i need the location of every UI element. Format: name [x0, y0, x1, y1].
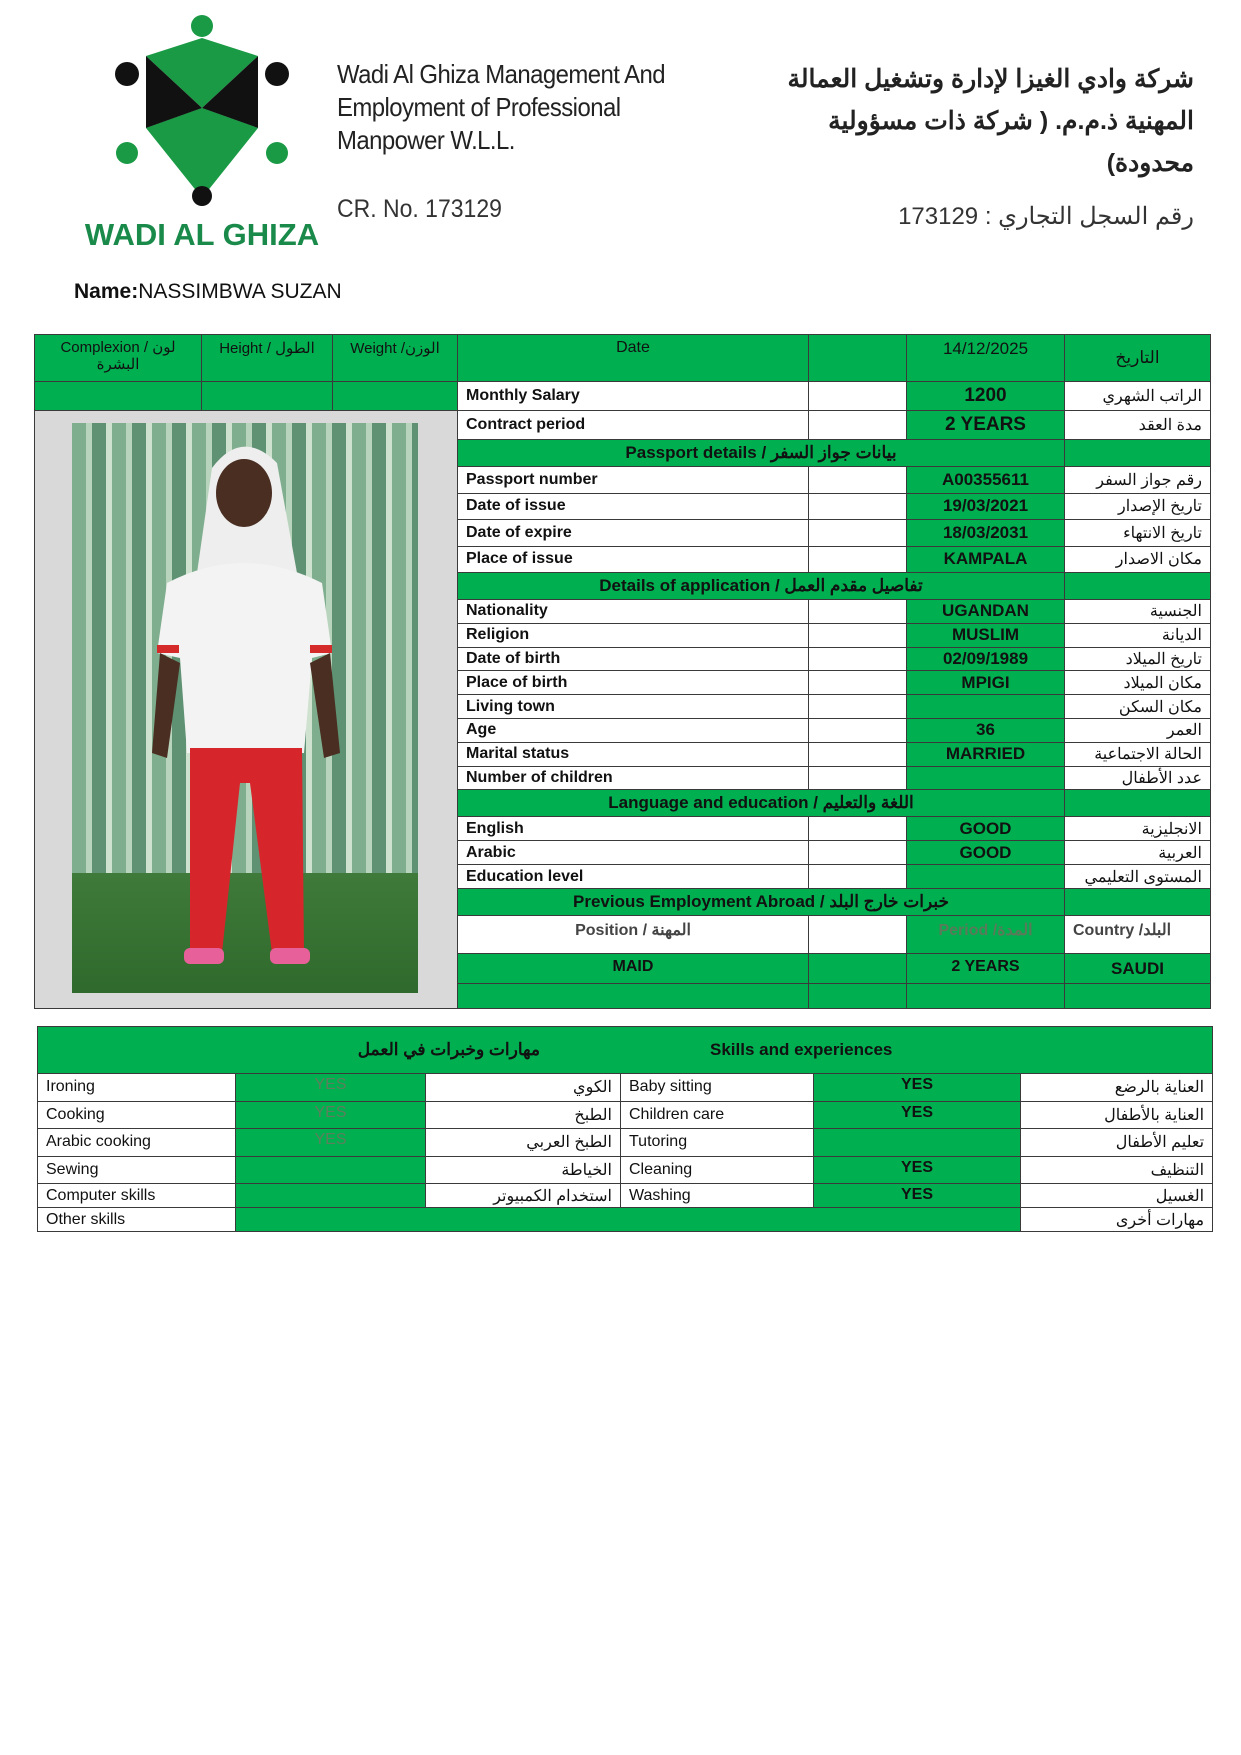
detail-value: GOOD [907, 817, 1065, 841]
detail-value: 02/09/1989 [907, 647, 1065, 671]
detail-value: A00355611 [907, 467, 1065, 494]
detail-label: Number of children [458, 766, 809, 790]
skill-label-ar: الطبخ [426, 1101, 621, 1129]
weight-header: Weight /الوزن [333, 335, 458, 382]
skill-row [38, 1129, 1213, 1157]
detail-label-ar: مكان الميلاد [1065, 671, 1211, 695]
detail-value: MUSLIM [907, 623, 1065, 647]
detail-label-ar: رقم جواز السفر [1065, 467, 1211, 494]
detail-label-ar: مكان السكن [1065, 695, 1211, 719]
skill-value [814, 1129, 1021, 1157]
detail-value: MPIGI [907, 671, 1065, 695]
skill-value: YES [236, 1101, 426, 1129]
company-name-ar: شركة وادي الغيزا لإدارة وتشغيل العمالة المهنية ذ.م.م. ( شركة ذات مسؤولية محدودة) [787, 65, 1194, 177]
detail-value: UGANDAN [907, 600, 1065, 624]
detail-label: Date of birth [458, 647, 809, 671]
other-skills-label: Other skills [38, 1208, 236, 1232]
detail-value: 18/03/2031 [907, 520, 1065, 547]
detail-label: Nationality [458, 600, 809, 624]
skill-label: Children care [621, 1101, 814, 1129]
detail-label: Arabic [458, 841, 809, 865]
detail-label-ar: العربية [1065, 841, 1211, 865]
contract-value: 2 YEARS [907, 411, 1065, 440]
skill-label-ar: تعليم الأطفال [1021, 1129, 1213, 1157]
detail-label: Place of issue [458, 546, 809, 573]
detail-label-ar: الديانة [1065, 623, 1211, 647]
skill-label: Tutoring [621, 1129, 814, 1157]
skill-value: YES [814, 1156, 1021, 1184]
skill-row [38, 1184, 1213, 1208]
skill-value: YES [814, 1184, 1021, 1208]
employment-section-title: Previous Employment Abroad / خبرات خارج البلد [458, 889, 1065, 916]
detail-label: Marital status [458, 742, 809, 766]
skill-label: Baby sitting [621, 1074, 814, 1102]
skill-label: Arabic cooking [38, 1129, 236, 1157]
detail-label-ar: مكان الاصدار [1065, 546, 1211, 573]
detail-label-ar: تاريخ الميلاد [1065, 647, 1211, 671]
skill-value: YES [814, 1101, 1021, 1129]
detail-label: Date of expire [458, 520, 809, 547]
complexion-value [35, 382, 202, 411]
skill-label-ar: العناية بالأطفال [1021, 1101, 1213, 1129]
detail-label-ar: تاريخ الانتهاء [1065, 520, 1211, 547]
detail-value: GOOD [907, 841, 1065, 865]
country-header: Country /البلد [1065, 916, 1211, 954]
cr-number-en: CR. No. 173129 [337, 195, 502, 223]
detail-label-ar: العمر [1065, 718, 1211, 742]
detail-label: Religion [458, 623, 809, 647]
detail-label: Age [458, 718, 809, 742]
date-label-ar: التاريخ [1065, 335, 1211, 382]
detail-label: Education level [458, 865, 809, 889]
skill-row [38, 1074, 1213, 1102]
position-header: Position / المهنة [458, 916, 809, 954]
skill-label: Sewing [38, 1156, 236, 1184]
skill-label-ar: الخياطة [426, 1156, 621, 1184]
detail-value [907, 865, 1065, 889]
detail-value: 36 [907, 718, 1065, 742]
detail-value: 19/03/2021 [907, 493, 1065, 520]
detail-label-ar: المستوى التعليمي [1065, 865, 1211, 889]
employment-country: SAUDI [1065, 954, 1211, 984]
date-value: 14/12/2025 [907, 335, 1065, 382]
height-header: Height / الطول [202, 335, 333, 382]
detail-label-ar: الانجليزية [1065, 817, 1211, 841]
detail-label: Date of issue [458, 493, 809, 520]
skill-value [236, 1184, 426, 1208]
detail-value [907, 766, 1065, 790]
skill-label-ar: الغسيل [1021, 1184, 1213, 1208]
skill-label: Cleaning [621, 1156, 814, 1184]
other-skills-value [236, 1208, 1021, 1232]
skills-table [37, 1026, 1213, 1232]
skills-header: مهارات وخبرات في العمل Skills and experiences [38, 1027, 1213, 1074]
employment-position: MAID [458, 954, 809, 984]
skill-label: Washing [621, 1184, 814, 1208]
company-logo [70, 8, 335, 253]
skill-value: YES [814, 1074, 1021, 1102]
candidate-details-table: Complexion / لون البشرة Height / الطول Weight /الوزن Date 14/12/2025 التاريخ Monthly Salary 1200 الراتب الشهري Contract period 2 YEARS مدة العقد Passport details / بيانات جواز السفر Passport number A00355611 رقم جواز السفر Date of issue 19/03/2021 تاريخ الإصدار Date of expire 18/03/2031 تاريخ الانتهاء Place of issue KAMPALA مكان الاصدار Details of application / تفاصيل مقدم العمل Nationality UGANDAN الجنسية Religion MUSLIM الديانة Date of birth 02/09/1989 تاريخ الميلاد Place of birth MPIGI مكان الميلاد Living town مكان السكن Age 36 العمر Marital status MARRIED الحالة الاجتماعية Number of children عدد الأطفال Language and education / اللغة والتعليم English GOOD الانجليزية Arabic GOOD العربية Education level المستوى التعليمي Previous Employment Abroad / خبرات خارج البلد Position / المهنة Period /المدة Country /البلد MAID 2 YEARS SAUDI [34, 334, 1211, 1009]
candidate-photo [72, 423, 418, 993]
language-section-title: Language and education / اللغة والتعليم [458, 790, 1065, 817]
skill-label: Computer skills [38, 1184, 236, 1208]
application-section-title: Details of application / تفاصيل مقدم العمل [458, 573, 1065, 600]
height-value [202, 382, 333, 411]
complexion-header: Complexion / لون البشرة [35, 335, 202, 382]
passport-section-title: Passport details / بيانات جواز السفر [458, 440, 1065, 467]
company-name-en: Wadi Al Ghiza Management And Employment of Professional Manpower W.L.L. [337, 59, 666, 155]
period-header: Period /المدة [907, 916, 1065, 954]
detail-label: Living town [458, 695, 809, 719]
detail-value: KAMPALA [907, 546, 1065, 573]
detail-label-ar: الجنسية [1065, 600, 1211, 624]
detail-label-ar: تاريخ الإصدار [1065, 493, 1211, 520]
weight-value [333, 382, 458, 411]
detail-value: MARRIED [907, 742, 1065, 766]
skill-label-ar: استخدام الكمبيوتر [426, 1184, 621, 1208]
detail-label: English [458, 817, 809, 841]
detail-label: Passport number [458, 467, 809, 494]
date-label: Date [458, 335, 809, 382]
skill-value [236, 1156, 426, 1184]
skill-label-ar: العناية بالرضع [1021, 1074, 1213, 1102]
skill-row [38, 1101, 1213, 1129]
skill-row [38, 1156, 1213, 1184]
detail-label-ar: الحالة الاجتماعية [1065, 742, 1211, 766]
other-skills-label-ar: مهارات أخرى [1021, 1208, 1213, 1232]
salary-value: 1200 [907, 382, 1065, 411]
employment-period: 2 YEARS [907, 954, 1065, 984]
skill-label: Cooking [38, 1101, 236, 1129]
skill-label: Ironing [38, 1074, 236, 1102]
candidate-name: Name:NASSIMBWA SUZAN [74, 280, 342, 303]
skill-label-ar: الكوي [426, 1074, 621, 1102]
photo-cell [35, 411, 458, 1009]
detail-value [907, 695, 1065, 719]
skill-label-ar: الطبخ العربي [426, 1129, 621, 1157]
skill-label-ar: التنظيف [1021, 1156, 1213, 1184]
other-skills-row [38, 1208, 1213, 1232]
skill-value: YES [236, 1074, 426, 1102]
detail-label: Place of birth [458, 671, 809, 695]
skill-value: YES [236, 1129, 426, 1157]
detail-label-ar: عدد الأطفال [1065, 766, 1211, 790]
cr-number-ar: رقم السجل التجاري : 173129 [898, 203, 1194, 230]
svg-text:WADI AL GHIZA: WADI AL GHIZA [84, 217, 320, 252]
